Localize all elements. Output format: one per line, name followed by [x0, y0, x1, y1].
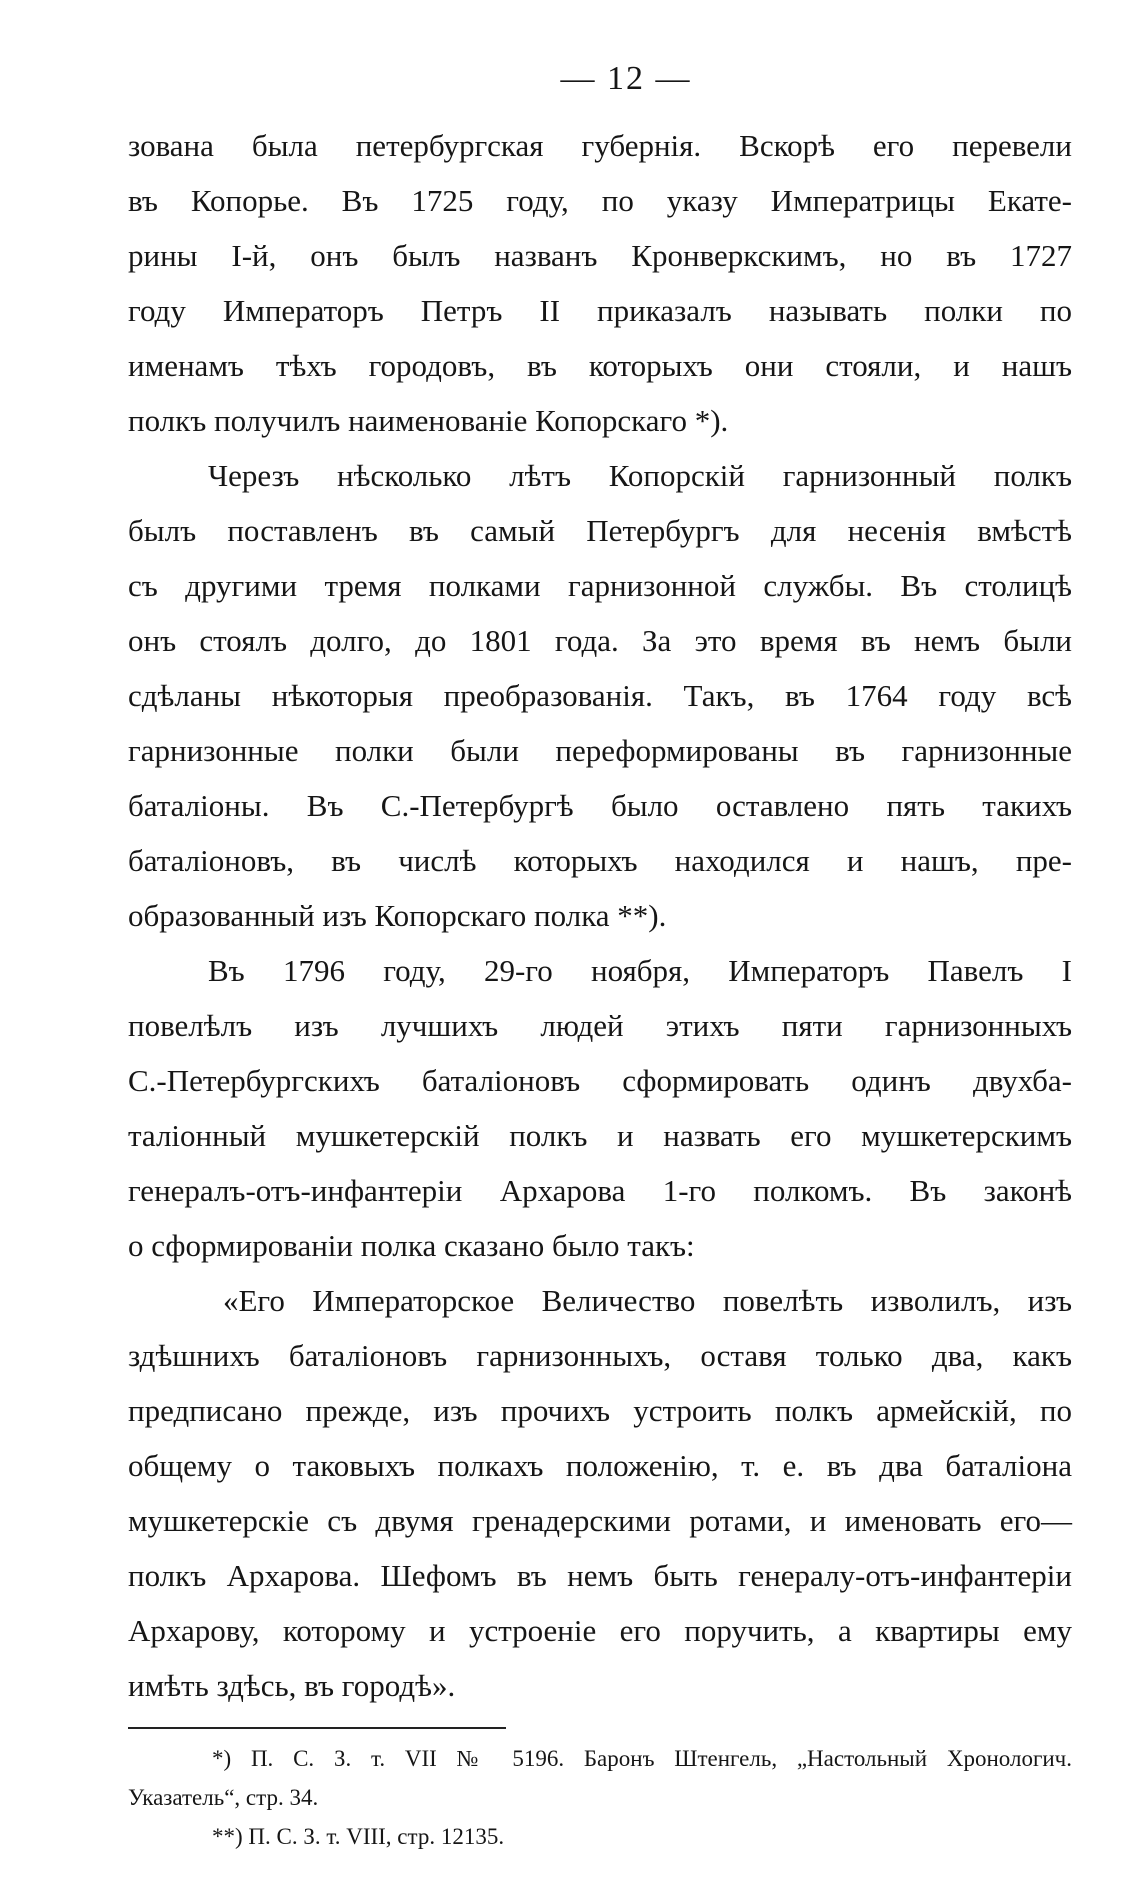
text-line: именамъ тѣхъ городовъ, въ которыхъ они стояли, и нашъ: [128, 348, 1072, 383]
paragraph-2: [128, 448, 1072, 943]
text-line: баталіоны. Въ С.-Петербургѣ было оставлено пять такихъ: [128, 788, 1072, 823]
text-line: съ другими тремя полками гарнизонной службы. Въ столицѣ: [128, 568, 1072, 603]
text-line: онъ стоялъ долго, до 1801 года. За это время въ немъ были: [128, 623, 1072, 658]
quote-line: полкъ Архарова. Шефомъ въ немъ быть генералу-отъ-инфантеріи: [128, 1558, 1072, 1593]
text-line: С.-Петербургскихъ баталіоновъ сформировать одинъ двухба-: [128, 1063, 1072, 1098]
quote-line: имѣть здѣсь, въ городѣ».: [128, 1668, 456, 1703]
text-line: полкъ получилъ наименованіе Копорскаго *).: [128, 403, 729, 438]
text-line: гарнизонные полки были переформированы въ гарнизонные: [128, 733, 1072, 768]
text-line: повелѣлъ изъ лучшихъ людей этихъ пяти гарнизонныхъ: [128, 1008, 1072, 1043]
text-line: былъ поставленъ въ самый Петербургъ для несенія вмѣстѣ: [128, 513, 1072, 548]
text-line: баталіоновъ, въ числѣ которыхъ находился и нашъ, пре-: [128, 843, 1072, 878]
text-line: таліонный мушкетерскій полкъ и назвать его мушкетерскимъ: [128, 1118, 1072, 1153]
quote-line: предписано прежде, изъ прочихъ устроить полкъ армейскій, по: [128, 1393, 1072, 1428]
text-line: образованный изъ Копорскаго полка **).: [128, 898, 667, 933]
text-line: Черезъ нѣсколько лѣтъ Копорскій гарнизонный полкъ: [208, 458, 1072, 493]
footnote-divider: [128, 1727, 506, 1729]
quote-line: мушкетерскіе съ двумя гренадерскими ротами, и именовать его—: [128, 1503, 1072, 1538]
paragraph-3: [128, 943, 1072, 1273]
quote-line: здѣшнихъ баталіоновъ гарнизонныхъ, оставя только два, какъ: [128, 1338, 1072, 1373]
footnotes: [128, 1739, 1072, 1856]
book-page: [128, 58, 1072, 1856]
text-line: о сформированіи полка сказано было такъ:: [128, 1228, 695, 1263]
text-line: въ Копорье. Въ 1725 году, по указу Императрицы Екате-: [128, 183, 1072, 218]
quote-line: «Его Императорское Величество повелѣть изволилъ, изъ: [223, 1283, 1072, 1318]
text-line: генералъ-отъ-инфантеріи Архарова 1-го полкомъ. Въ законѣ: [128, 1173, 1072, 1208]
paragraph-1: [128, 118, 1072, 448]
page-number: — 12 —: [560, 60, 692, 97]
text-line: году Императоръ Петръ II приказалъ называть полки по: [128, 293, 1072, 328]
footnote-line: *) П. С. З. т. VII № 5196. Баронъ Штенгель, „Настольный Хронологич.: [212, 1746, 1072, 1771]
text-line: сдѣланы нѣкоторыя преобразованія. Такъ, въ 1764 году всѣ: [128, 678, 1072, 713]
footnote-line: **) П. С. З. т. VIII, стр. 12135.: [212, 1824, 505, 1849]
text-line: Въ 1796 году, 29-го ноября, Императоръ Павелъ I: [208, 953, 1072, 988]
footnote-line: Указатель“, стр. 34.: [128, 1785, 319, 1810]
quote-line: Архарову, которому и устроеніе его поручить, а квартиры ему: [128, 1613, 1072, 1648]
text-line: зована была петербургская губернія. Вскорѣ его перевели: [128, 128, 1072, 163]
decree-quote: [128, 1273, 1072, 1713]
quote-line: общему о таковыхъ полкахъ положенію, т. е. въ два баталіона: [128, 1448, 1072, 1483]
text-line: рины I-й, онъ былъ названъ Кронверкскимъ, но въ 1727: [128, 238, 1072, 273]
